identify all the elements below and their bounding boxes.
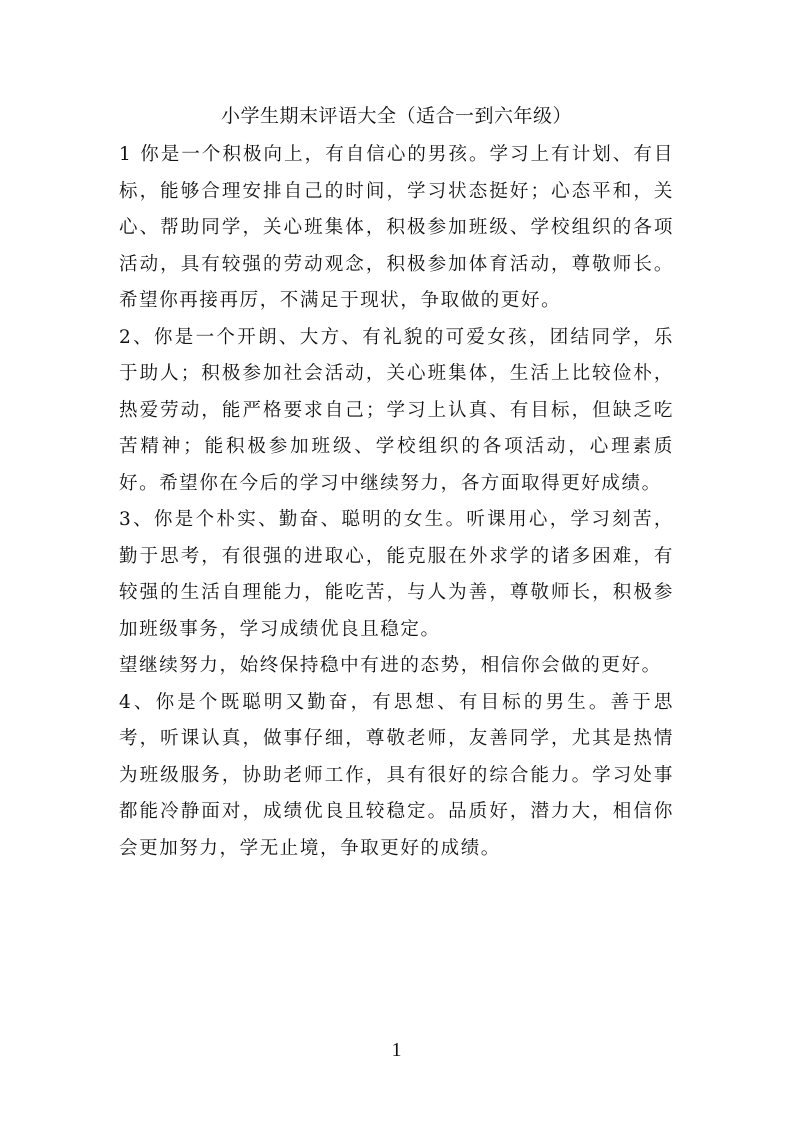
comment-paragraph-1: 1 你是一个积极向上，有自信心的男孩。学习上有计划、有目标，能够合理安排自己的时间，学习状态挺好；心态平和，关心、帮助同学，关心班集体，积极参加班级、学校组织的各项活动，具有较强的劳动观念，积极参加体育活动，尊敬师长。希望你再接再厉，不满足于现状，争取做的更好。 bbox=[119, 144, 674, 311]
comment-paragraph-3-continued: 望继续努力，始终保持稳中有进的态势，相信你会做的更好。 bbox=[119, 655, 662, 676]
document-body bbox=[119, 137, 674, 867]
comment-paragraph-4: 4、你是个既聪明又勤奋，有思想、有目标的男生。善于思考，听课认真，做事仔细，尊敬老师，友善同学，尤其是热情为班级服务，协助老师工作，具有很好的综合能力。学习处事都能冷静面对，成绩优良且较稳定。品质好，潜力大，相信你会更加努力，学无止境，争取更好的成绩。 bbox=[119, 691, 674, 859]
page-number: 1 bbox=[391, 1039, 402, 1061]
comment-paragraph-3: 3、你是个朴实、勤奋、聪明的女生。听课用心，学习刻苦，勤于思考，有很强的进取心，能克服在外求学的诸多困难，有较强的生活自理能力，能吃苦，与人为善，尊敬师长，积极参加班级事务，学习成绩优良且稳定。 bbox=[119, 509, 674, 640]
comment-paragraph-2: 2、你是一个开朗、大方、有礼貌的可爱女孩，团结同学，乐于助人；积极参加社会活动，关心班集体，生活上比较俭朴，热爱劳动，能严格要求自己；学习上认真、有目标，但缺乏吃苦精神；能积极参加班级、学校组织的各项活动，心理素质好。希望你在今后的学习中继续努力，各方面取得更好成绩。 bbox=[119, 326, 674, 494]
document-title: 小学生期末评语大全（适合一到六年级） bbox=[220, 105, 572, 127]
